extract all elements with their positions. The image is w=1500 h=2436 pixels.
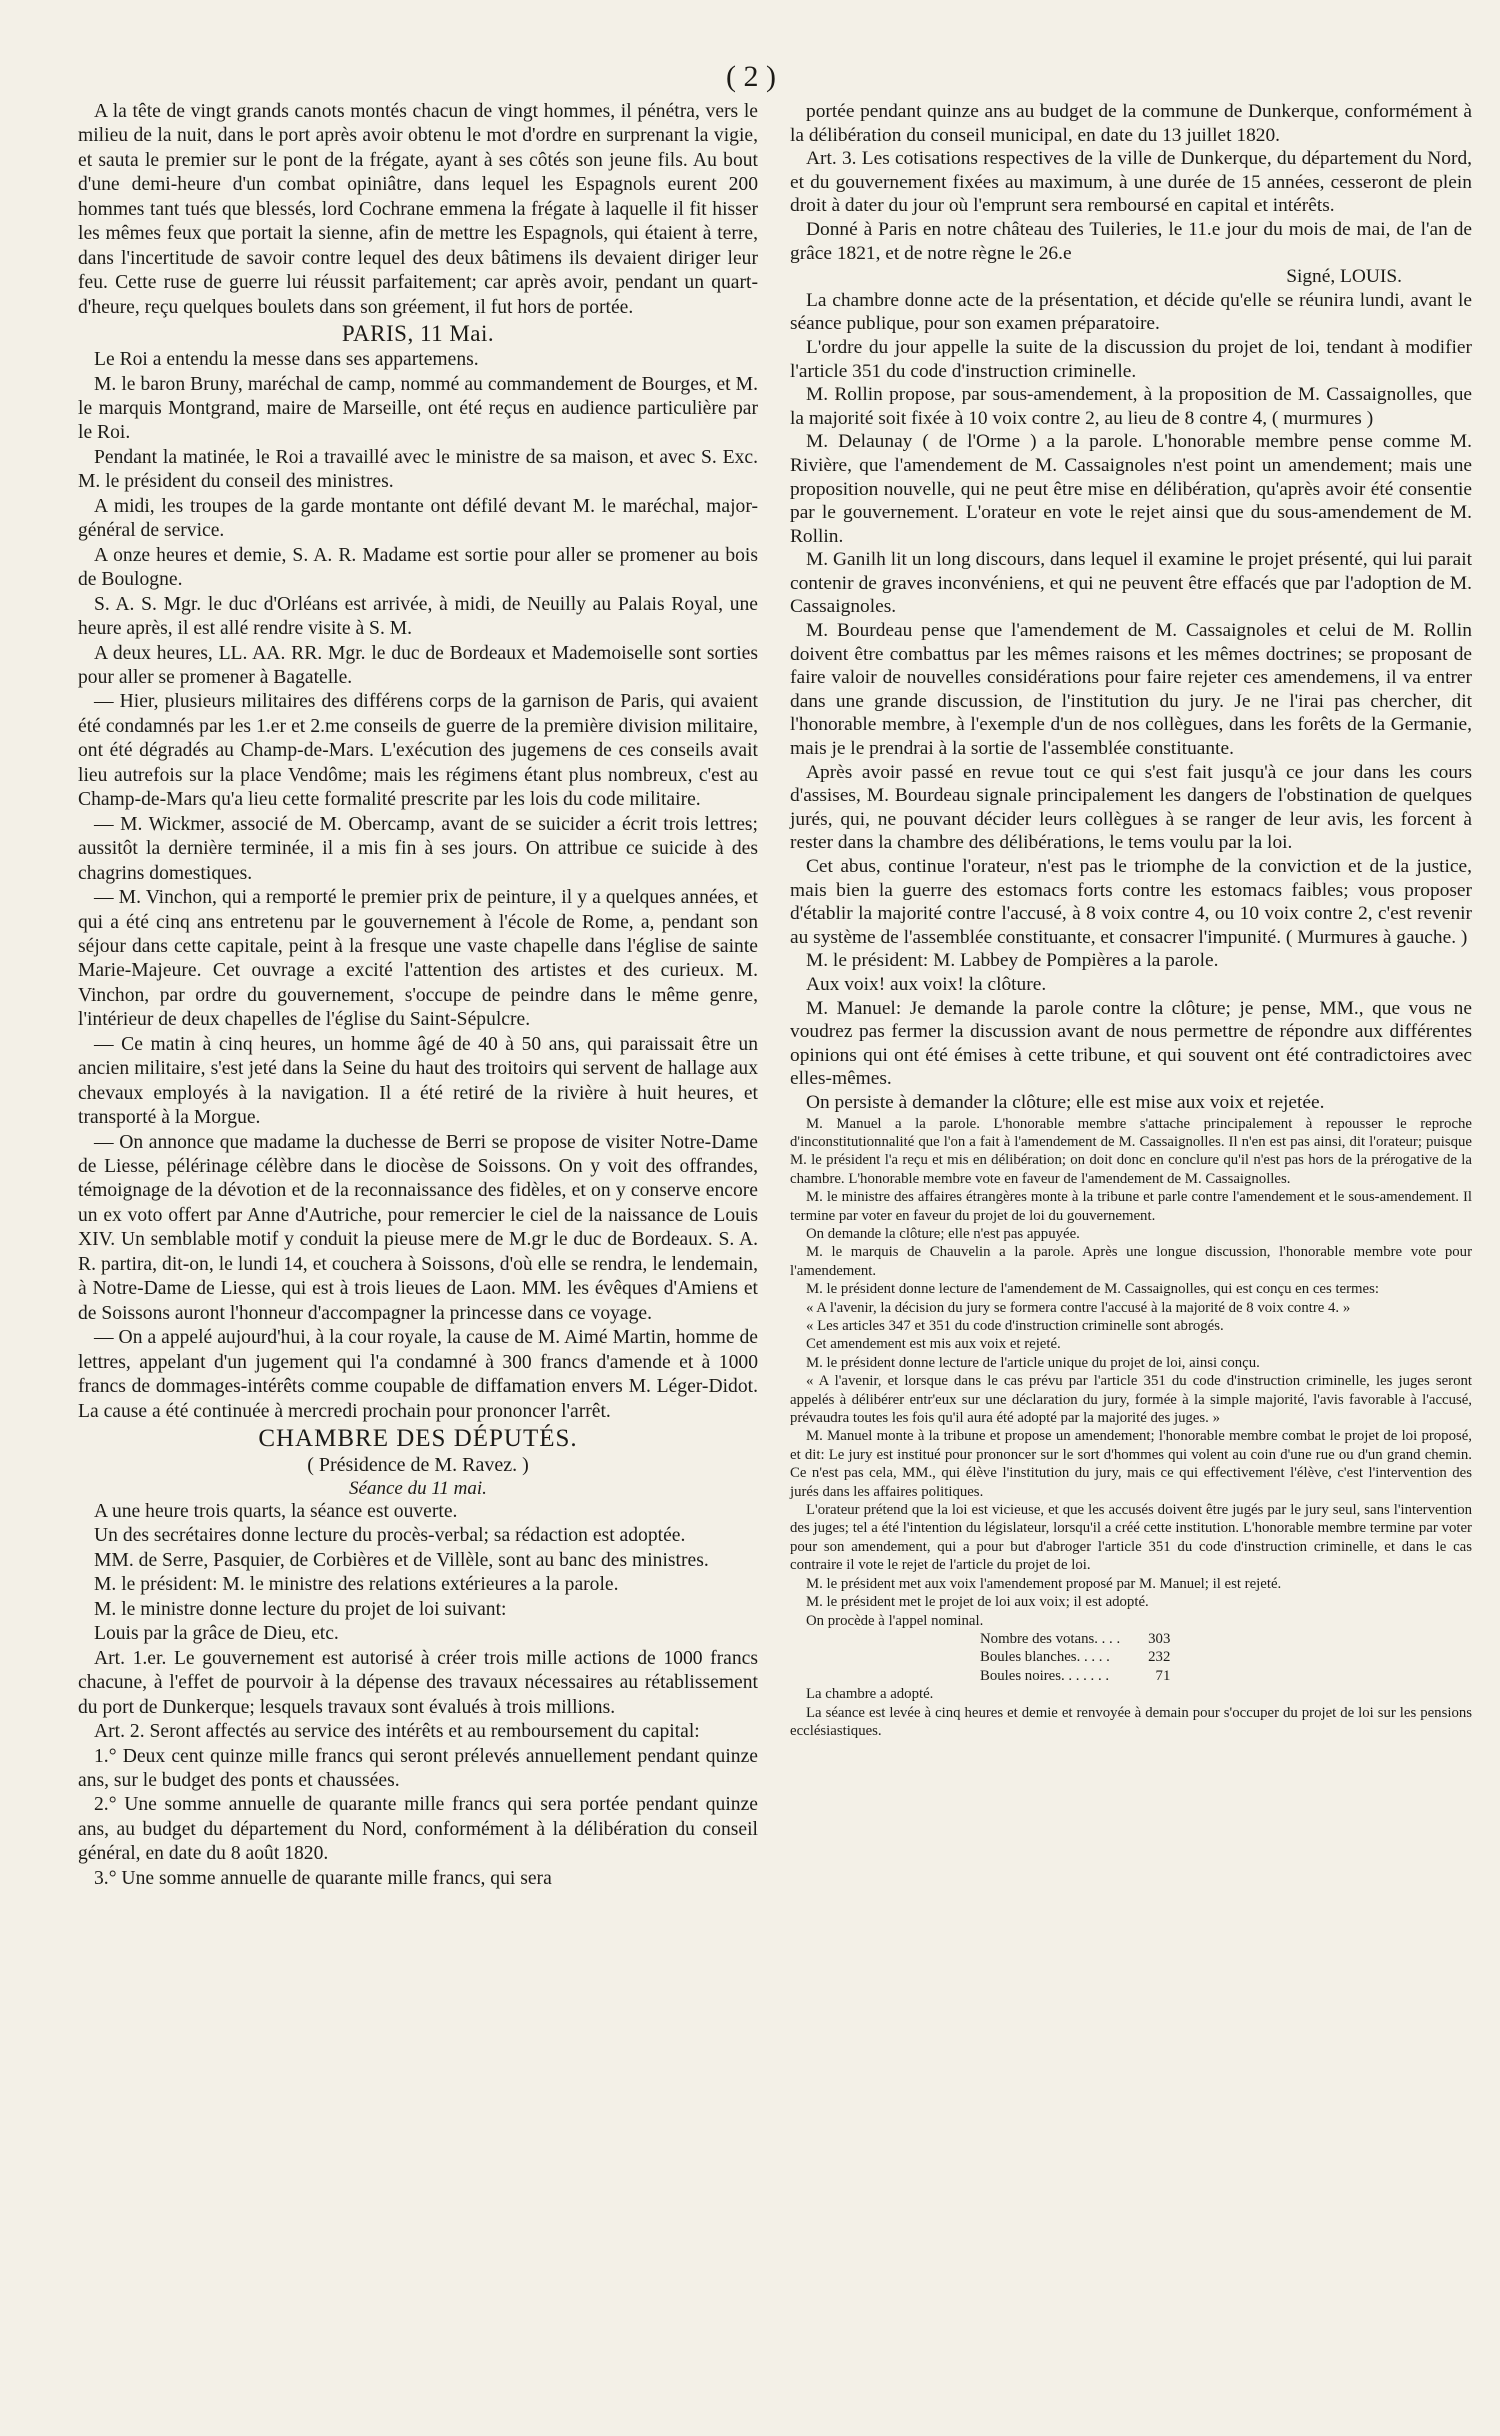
article-paragraph: A une heure trois quarts, la séance est ouverte.	[94, 1501, 458, 1523]
article-paragraph: « A l'avenir, la décision du jury se formera contre l'accusé à la majorité de 8 voix contre 4. »	[806, 1299, 1351, 1316]
article-paragraph: M. le président met le projet de loi aux voix; il est adopté.	[806, 1594, 1149, 1611]
article-paragraph: M. le marquis de Chauvelin a la parole. Après une longue discussion, l'honorable membre vote pour l'amendement.	[790, 1244, 1472, 1279]
vote-label: Boules blanches. . . . .	[980, 1649, 1110, 1666]
article-paragraph: M. le président: M. Labbey de Pompières a la parole.	[806, 950, 1219, 972]
article-paragraph: M. le président: M. le ministre des relations extérieures a la parole.	[94, 1574, 619, 1596]
article-paragraph: — On annonce que madame la duchesse de Berri se propose de visiter Notre-Dame de Liesse, pélérinage célèbre dans le diocèse de Soissons. On y voit des offrandes, témoignage de la dévotion et de la reconnaissance des fidèles, et on y conserve encore un ex voto offert par Anne d'Autriche, pour remercier le ciel de la naissance de Louis XIV. Un semblable motif y conduit la pieuse mere de M.gr le duc de Bordeaux. S. A. R. partira, dit-on, le lundi 14, et couchera à Soissons, d'où elle se rendra, le lendemain, à Notre-Dame de Liesse, qui est à trois lieues de Laon. MM. les évêques d'Amiens et de Soissons auront l'honneur d'accompagner la princesse dans ce voyage.	[78, 1131, 758, 1324]
article-paragraph: On persiste à demander la clôture; elle est mise aux voix et rejetée.	[806, 1091, 1325, 1113]
article-paragraph: Art. 2. Seront affectés au service des intérêts et au remboursement du capital:	[94, 1721, 700, 1743]
signature-line: Signé, LOUIS.	[1286, 266, 1402, 288]
article-paragraph: S. A. S. Mgr. le duc d'Orléans est arrivée, à midi, de Neuilly au Palais Royal, une heure après, il est allé rendre visite à S. M.	[78, 593, 758, 640]
article-paragraph: M. Manuel monte à la tribune et propose un amendement; l'honorable membre combat le projet de loi proposé, et dit: Le jury est institué pour prononcer sur le sort d'hommes qui volent au coin d'une rue ou d'un grand chemin. Ce n'est pas cela, MM., qui élève l'institution du jury, mais ce qui effectivement l'élève, c'est l'intervention des jurés dans les affaires politiques.	[790, 1428, 1472, 1500]
article-paragraph: A midi, les troupes de la garde montante ont défilé devant M. le maréchal, major-général de service.	[78, 495, 758, 542]
article-paragraph: Un des secrétaires donne lecture du procès-verbal; sa rédaction est adoptée.	[94, 1525, 686, 1547]
vote-label: Boules noires. . . . . . .	[980, 1667, 1110, 1684]
article-paragraph: M. le président donne lecture de l'amendement de M. Cassaignolles, qui est conçu en ces termes:	[806, 1281, 1379, 1298]
article-paragraph: « A l'avenir, et lorsque dans le cas prévu par l'article 351 du code d'instruction criminelle, les juges seront appelés à délibérer entr'eux sur une déclaration du jury, formée à la simple majorité, l'avis favorable à l'accusé, prévaudra toutes les fois qu'il aura été adopté par la majorité des juges. »	[790, 1373, 1472, 1427]
page-number: ( 2 )	[726, 60, 776, 93]
article-paragraph: — On a appelé aujourd'hui, à la cour royale, la cause de M. Aimé Martin, homme de lettres, appelant d'un jugement qui l'a condamné à 300 francs d'amende et à 1000 francs de dommages-intérêts comme coupable de diffamation envers M. Léger-Didot. La cause a été continuée à mercredi prochain pour prononcer l'arrêt.	[78, 1327, 758, 1422]
article-paragraph: Cet abus, continue l'orateur, n'est pas le triomphe de la conviction et de la justice, mais bien la guerre des estomacs forts contre les estomacs faibles; vous proposer d'établir la majorité contre l'accusé, à 8 voix contre 4, ou 10 voix contre 2, c'est revenir au système de l'assemblée constituante, et consacrer l'impunité. ( Murmures à gauche. )	[790, 856, 1472, 948]
vote-tally-row	[980, 1648, 1170, 1666]
article-paragraph: Art. 3. Les cotisations respectives de la ville de Dunkerque, du département du Nord, et du gouvernement fixées au maximum, à une durée de 15 années, cesseront de plein droit à dater du jour où l'emprunt sera remboursé en capital et intérêts.	[790, 148, 1472, 217]
article-paragraph: 2.° Une somme annuelle de quarante mille francs qui sera portée pendant quinze ans, au budget du département du Nord, conformément à la délibération du conseil général, en date du 8 août 1820.	[78, 1794, 758, 1865]
article-paragraph: M. Delaunay ( de l'Orme ) a la parole. L'honorable membre pense comme M. Rivière, que l'amendement de M. Cassaignoles n'est point un amendement; mais une proposition nouvelle, qui ne peut être mise en délibération, qu'après avoir été consentie par le gouvernement. L'orateur en vote le rejet ainsi que du sous-amendement de M. Rollin.	[790, 431, 1472, 547]
vote-tally-row	[980, 1667, 1170, 1685]
article-paragraph: A onze heures et demie, S. A. R. Madame est sortie pour aller se promener au bois de Boulogne.	[78, 544, 758, 591]
article-paragraph: M. le président met aux voix l'amendement proposé par M. Manuel; il est rejeté.	[806, 1575, 1282, 1592]
article-paragraph: Louis par la grâce de Dieu, etc.	[94, 1623, 339, 1645]
vote-count: 232	[1148, 1649, 1171, 1666]
article-paragraph: M. Manuel: Je demande la parole contre la clôture; je pense, MM., que vous ne voudrez pas fermer la discussion avant de nous permettre de répondre aux différentes opinions qui ont été émises à cette tribune, et qui souvent ont été contradictoires avec elles-mêmes.	[790, 997, 1472, 1090]
article-paragraph: On demande la clôture; elle n'est pas appuyée.	[806, 1225, 1080, 1242]
article-paragraph: M. Ganilh lit un long discours, dans lequel il examine le projet présenté, qui lui parait contenir de graves inconvéniens, et qui ne peuvent être effacés que par l'adoption de M. Cassaignoles.	[790, 549, 1472, 618]
article-paragraph: Art. 1.er. Le gouvernement est autorisé à créer trois mille actions de 1000 francs chacune, à l'effet de pourvoir à la dépense des travaux nécessaires au rétablissement du port de Dunkerque; lesquels travaux sont évalués à trois millions.	[78, 1647, 758, 1718]
article-paragraph: Le Roi a entendu la messe dans ses appartemens.	[94, 349, 479, 371]
article-paragraph: — M. Wickmer, associé de M. Obercamp, avant de se suicider a écrit trois lettres; aussitôt la dernière terminée, il a mis fin à ses jours. On attribue ce suicide à des chagrins domestiques.	[78, 813, 758, 884]
article-paragraph: On procède à l'appel nominal.	[806, 1612, 984, 1629]
vote-label: Nombre des votans. . . .	[980, 1630, 1121, 1647]
article-paragraph: M. Rollin propose, par sous-amendement, à la proposition de M. Cassaignolles, que la majorité soit fixée à 10 voix contre 2, au lieu de 8 contre 4, ( murmures )	[790, 384, 1472, 429]
article-paragraph: M. le baron Bruny, maréchal de camp, nommé au commandement de Bourges, et M. le marquis Montgrand, maire de Marseille, ont été reçus en audience particulière par le Roi.	[78, 373, 758, 444]
article-paragraph: MM. de Serre, Pasquier, de Corbières et de Villèle, sont au banc des ministres.	[94, 1549, 709, 1571]
article-paragraph: portée pendant quinze ans au budget de la commune de Dunkerque, conformément à la délibération du conseil municipal, en date du 13 juillet 1820.	[790, 101, 1472, 146]
article-paragraph: A deux heures, LL. AA. RR. Mgr. le duc de Bordeaux et Mademoiselle sont sorties pour aller se promener à Bagatelle.	[78, 642, 758, 688]
vote-tally-table	[980, 1630, 1170, 1685]
article-paragraph: M. Manuel a la parole. L'honorable membre s'attache principalement à repousser le reproche d'inconstitutionnalité que l'on a fait à l'amendement de M. Cassaignolles. Il n'en est pas ainsi, dit l'orateur; puisque M. le président l'a reçu et mis en délibération; on doit donc en conclure qu'il n'est pas hors de la prérogative de la chambre. L'honorable membre vote en faveur de l'amendement de M. Cassaignolles.	[790, 1115, 1472, 1187]
section-heading: CHAMBRE DES DÉPUTÉS.	[258, 1425, 578, 1453]
vote-count: 303	[1148, 1630, 1171, 1647]
article-paragraph: Cet amendement est mis aux voix et rejeté.	[806, 1336, 1061, 1353]
article-paragraph: — M. Vinchon, qui a remporté le premier prix de peinture, il y a quelques années, et qui a été cinq ans entretenu par le gouvernement à l'école de Rome, a, pendant son séjour dans cette capitale, peint à la fresque une vaste chapelle dans l'église de sainte Marie-Majeure. Cet ouvrage a excité l'attention des artistes et des curieux. M. Vinchon, par ordre du gouvernement, s'occupe de peindre dans le même genre, l'intérieur de deux chapelles de l'église du Saint-Sépulcre.	[78, 887, 758, 1031]
article-paragraph: M. le président donne lecture de l'article unique du projet de loi, ainsi conçu.	[806, 1354, 1260, 1371]
article-paragraph: M. le ministre des affaires étrangères monte à la tribune et parle contre l'amendement et le sous-amendement. Il termine par voter en faveur du projet de loi du gouvernement.	[790, 1189, 1472, 1224]
article-paragraph: La chambre donne acte de la présentation, et décide qu'elle se réunira lundi, avant le séance publique, pour son examen préparatoire.	[790, 289, 1472, 335]
article-paragraph: — Ce matin à cinq heures, un homme âgé de 40 à 50 ans, qui paraissait être un ancien militaire, s'est jeté dans la Seine du haut des troitoirs qui servent de hallage aux chevaux employés à la navigation. Il a été retiré de la rivière à huit heures, et transporté à la Morgue.	[78, 1033, 758, 1129]
article-paragraph: La séance est levée à cinq heures et demie et renvoyée à demain pour s'occuper du projet de loi sur les pensions ecclésiastiques.	[790, 1704, 1472, 1739]
article-paragraph: La chambre a adopté.	[806, 1686, 934, 1703]
article-paragraph: M. Bourdeau pense que l'amendement de M. Cassaignoles et celui de M. Rollin doivent être combattus par les mêmes raisons et les mêmes doctrines; se proposant de faire valoir de nouvelles considérations pour faire rejeter ces amendemens, il va entrer dans une grande discussion, de l'institution du jury. Je ne l'irai pas chercher, dit l'honorable membre, à l'exemple d'un de nos collègues, dans les forêts de la Germanie, mais je le prendrai à la sortie de l'assemblée constituante.	[790, 620, 1472, 760]
article-paragraph: Après avoir passé en revue tout ce qui s'est fait jusqu'à ce jour dans les cours d'assises, M. Bourdeau signale principalement les dangers de l'obstination de quelques jurés, qui, ne pouvant décider leurs collègues à se ranger de leur avis, les forcent à rester dans la chambre des délibérations, le tems voulu par la loi.	[790, 761, 1472, 854]
article-paragraph: 1.° Deux cent quinze mille francs qui seront prélevés annuellement pendant quinze ans, sur le budget des ponts et chaussées.	[78, 1745, 758, 1791]
article-paragraph: 3.° Une somme annuelle de quarante mille francs, qui sera	[94, 1867, 552, 1889]
article-paragraph: — Hier, plusieurs militaires des différens corps de la garnison de Paris, qui avaient été condamnés par les 1.er et 2.me conseils de guerre de la première division militaire, ont été dégradés au Champ-de-Mars. L'exécution des jugemens de ces conseils avait lieu autrefois sur la place Vendôme; mais les régimens étant plus nombreux, c'est au Champ-de-Mars qu'a lieu cette formalité prescrite par les lois du code militaire.	[78, 691, 758, 811]
article-paragraph: L'orateur prétend que la loi est vicieuse, et que les accusés doivent être jugés par le jury seul, sans l'intervention des juges; tel a été l'intention du législateur, lorsqu'il a créé cette institution. L'honorable membre termine par voter pour son amendement, qui a pour but d'abroger l'article 351 du code d'instruction criminelle, et dans le cas contraire il vote le rejet de l'article du projet de loi.	[790, 1502, 1472, 1574]
vote-count: 71	[1155, 1667, 1171, 1684]
article-paragraph: L'ordre du jour appelle la suite de la discussion du projet de loi, tendant à modifier l'article 351 du code d'instruction criminelle.	[790, 336, 1472, 382]
left-column	[78, 100, 758, 1891]
section-heading: PARIS, 11 Mai.	[341, 321, 495, 347]
article-paragraph: M. le ministre donne lecture du projet de loi suivant:	[94, 1598, 507, 1620]
article-paragraph: Aux voix! aux voix! la clôture.	[806, 973, 1047, 995]
article-paragraph: « Les articles 347 et 351 du code d'instruction criminelle sont abrogés.	[806, 1318, 1224, 1334]
right-column	[790, 100, 1472, 1740]
section-heading: ( Présidence de M. Ravez. )	[307, 1454, 529, 1477]
article-paragraph: Donné à Paris en notre château des Tuileries, le 11.e jour du mois de mai, de l'an de grâce 1821, et de notre règne le 26.e	[790, 218, 1472, 264]
vote-tally-row	[980, 1630, 1170, 1648]
section-heading: Séance du 11 mai.	[349, 1478, 487, 1500]
article-paragraph: A la tête de vingt grands canots montés chacun de vingt hommes, il pénétra, vers le milieu de la nuit, dans le port après avoir obtenu le mot d'ordre en surprenant la vigie, et sauta le premier sur le pont de la frégate, ayant à ses côtés son jeune fils. Au bout d'une demi-heure d'un combat opiniâtre, dans lequel les Espagnols eurent 200 hommes tant tués que blessés, lord Cochrane emmena la frégate à laquelle il fit hisser les mêmes feux que portait la sienne, afin de mettre les Espagnols, qui étaient à terre, dans l'incertitude de savoir contre lequel des deux bâtimens ils devaient diriger leur feu. Cette ruse de guerre lui réussit parfaitement; car après avoir, pendant un quart-d'heure, reçu quelques boulets dans son gréement, il fut hors de portée.	[78, 101, 758, 318]
article-paragraph: Pendant la matinée, le Roi a travaillé avec le ministre de sa maison, et avec S. Exc. M. le président du conseil des ministres.	[78, 446, 758, 493]
